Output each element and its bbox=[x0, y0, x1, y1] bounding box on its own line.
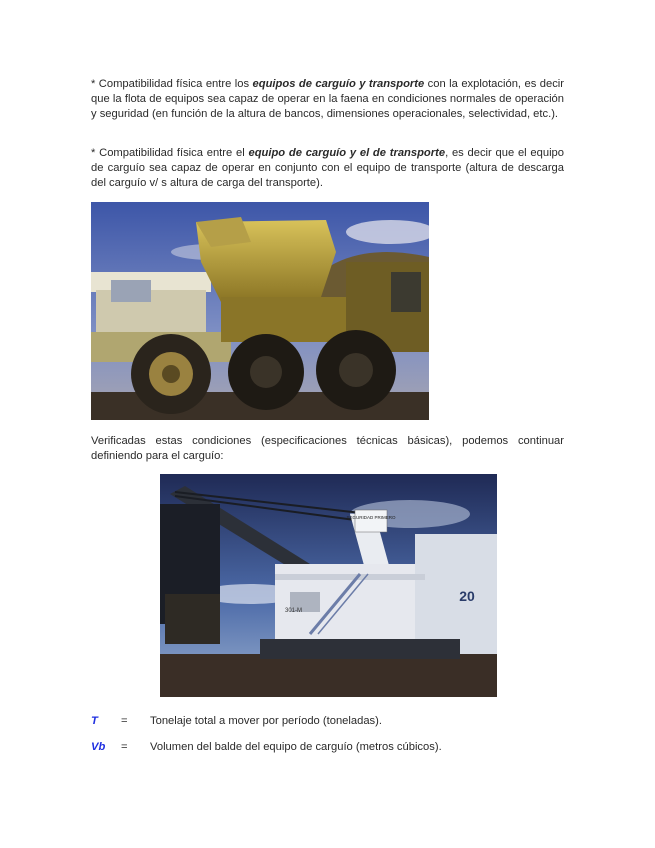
definition-text: Volumen del balde del equipo de carguío (metros cúbicos). bbox=[150, 741, 442, 753]
shovel-unit-number: 20 bbox=[459, 588, 475, 604]
definition-symbol: Vb bbox=[91, 741, 106, 753]
paragraph-text: * Compatibilidad física entre el bbox=[91, 147, 249, 159]
loader-truck-illustration bbox=[91, 202, 429, 420]
paragraph-emphasis: equipos de carguío y transporte bbox=[252, 78, 425, 90]
definition-equals: = bbox=[121, 715, 128, 727]
paragraph-emphasis: equipo de carguío y el de transporte bbox=[248, 147, 446, 159]
paragraph-loading-hauling-compatibility bbox=[91, 77, 564, 123]
paragraph-text: * Compatibilidad física entre los bbox=[91, 78, 253, 90]
shovel-sign: SEGURIDAD PRIMERO bbox=[346, 515, 396, 520]
photo-loader-and-haul-truck bbox=[91, 202, 429, 420]
definition-text: Tonelaje total a mover por período (toneladas). bbox=[150, 715, 382, 727]
paragraph-conditions-verified: Verificadas estas condiciones (especificaciones técnicas básicas), podemos continuar definiendo para el carguío: bbox=[91, 435, 564, 463]
paragraph-text: con la explotación, es decir que la flota de equipos sea capaz de operar en la faena en condiciones normales de operación y seguridad (en función de la altura de bancos, dimensiones operacionales, selectividad, etc.). bbox=[91, 78, 564, 121]
definition-symbol: T bbox=[91, 715, 98, 727]
shovel-illustration bbox=[160, 474, 497, 697]
shovel-body-label: 301-M bbox=[285, 608, 303, 614]
definition-equals: = bbox=[121, 741, 128, 753]
paragraph-text: , es decir que el equipo de carguío sea capaz de operar en conjunto con el equipo de transporte (altura de descarga del carguío v/ s altura de carga del transporte). bbox=[91, 147, 565, 190]
paragraph-loader-truck-compatibility bbox=[91, 146, 564, 192]
photo-electric-shovel bbox=[160, 474, 497, 697]
